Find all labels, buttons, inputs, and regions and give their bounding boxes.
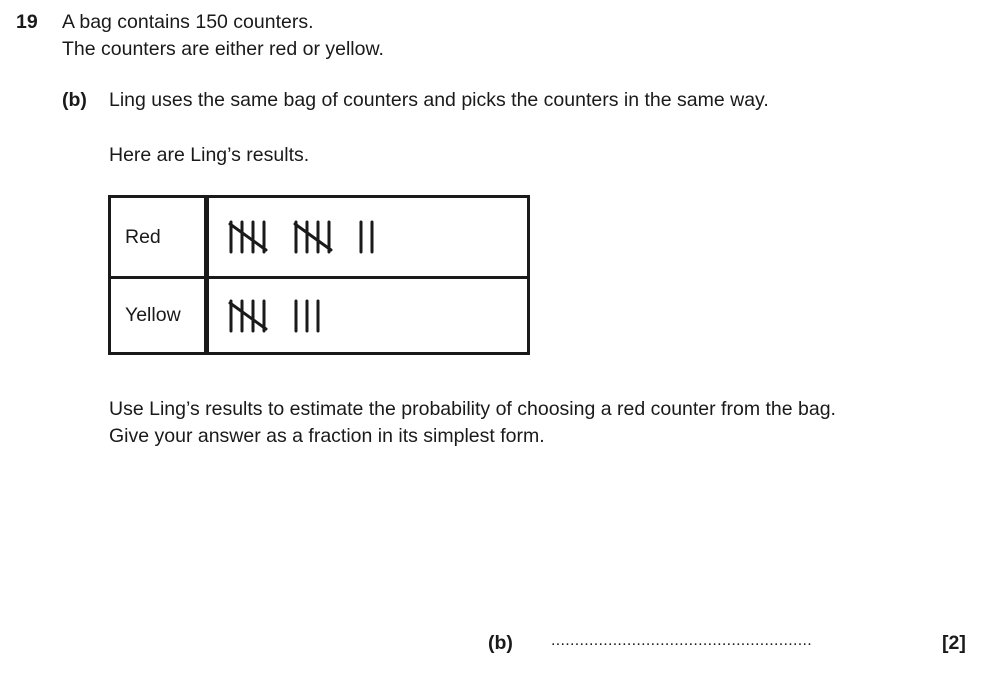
- tally-gate-stroke: [230, 224, 266, 250]
- part-label: (b): [62, 89, 87, 111]
- tally-cell: [207, 278, 529, 354]
- answer-line[interactable]: .......................................................: [551, 632, 812, 649]
- answer-label: (b): [488, 632, 513, 654]
- tally-table: [108, 195, 530, 355]
- tally-marks: [227, 217, 527, 257]
- table-row: [110, 197, 529, 278]
- part-text: Ling uses the same bag of counters and picks the counters in the same way.: [109, 89, 769, 111]
- intro-line-2: The counters are either red or yellow.: [62, 38, 384, 60]
- tally-gate-stroke: [295, 224, 331, 250]
- instruction-line-1: Use Ling’s results to estimate the probability of choosing a red counter from the bag.: [109, 398, 836, 420]
- tally-marks: [227, 296, 527, 336]
- marks: [2]: [942, 632, 966, 654]
- tally-gate-stroke: [230, 303, 266, 329]
- colour-label: Red: [110, 197, 207, 278]
- question-number: 19: [16, 11, 38, 33]
- tally-cell: [207, 197, 529, 278]
- table-row: [110, 278, 529, 354]
- instruction-line-2: Give your answer as a fraction in its simplest form.: [109, 425, 545, 447]
- colour-label: Yellow: [110, 278, 207, 354]
- intro-line-1: A bag contains 150 counters.: [62, 11, 314, 33]
- results-intro: Here are Ling’s results.: [109, 144, 310, 166]
